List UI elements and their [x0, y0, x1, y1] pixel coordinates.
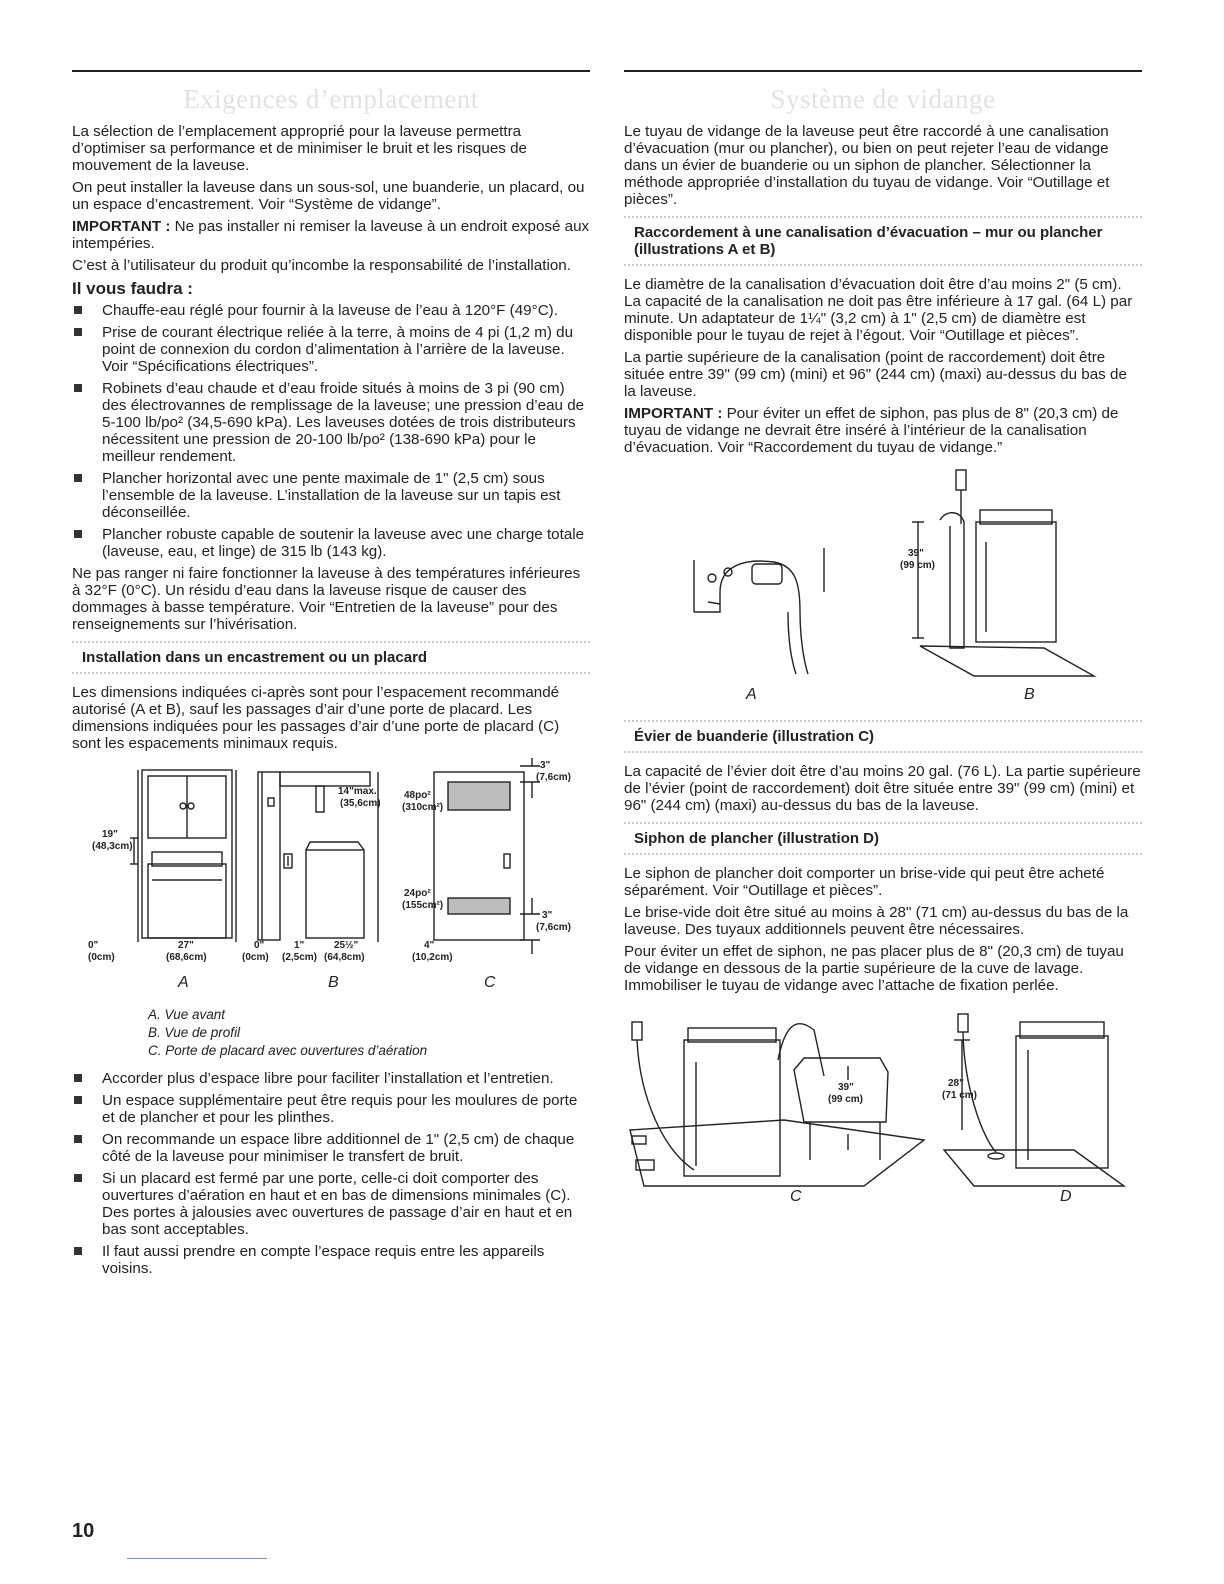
- dim-4: 4": [424, 940, 435, 951]
- dim-0-left: 0": [88, 940, 99, 951]
- closet-paragraph: Les dimensions indiquées ci-après sont pour l’espacement recommandé autorisé (A et B), sauf les passages d’air d’une porte de placard. Les dimensions indiquées pour les passages d’air d’une porte de placard (C) sont les espacements minimaux requis.: [72, 684, 560, 752]
- page-number: 10: [72, 1520, 95, 1542]
- fig-letter-b: B: [1024, 686, 1035, 703]
- list-item: Si un placard est fermé par une porte, celle-ci doit comporter des ouvertures d’aération en haut et en bas de dimensions minimales (C). Des portes à jalousies avec ouvertures de passage d’air en haut et en bas sont acceptables.: [72, 1170, 590, 1238]
- important-paragraph: [72, 218, 590, 252]
- standpipe-heading: Raccordement à une canalisation d’évacuation – mur ou plancher (illustrations A et B): [624, 216, 1142, 266]
- drain-intro-paragraph: Le tuyau de vidange de la laveuse peut être raccordé à une canalisation d’évacuation (mur ou plancher), ou bien on peut rejeter l’eau de vidange dans un évier de buanderie ou un siphon de plancher. Sélectionner la méthode appropriée d’installation du tuyau de vidange. Voir “Outillage et pièces”.: [624, 123, 1110, 208]
- dim-drain-28-cm: (71 cm): [942, 1090, 978, 1101]
- dim-drain-28: 28": [948, 1078, 964, 1089]
- list-item: Plancher robuste capable de soutenir la laveuse avec une charge totale (laveuse, eau, et linge) de 315 lb (143 kg).: [72, 526, 590, 560]
- important-text: Ne pas installer ni remiser la laveuse à un endroit exposé aux intempéries.: [72, 218, 590, 252]
- list-item: Robinets d’eau chaude et d’eau froide situés à moins de 3 pi (90 cm) des électrovannes de remplissage de la laveuse; une pression d’eau de 5-100 lb/po² (34,5-690 kPa). Les laveuses dotées de trois distributeurs nécessitent une pression de 20-100 lb/po² (138-690 kPa) pour le meilleur rendement.: [72, 380, 590, 465]
- list-item: Il faut aussi prendre en compte l’espace requis entre les appareils voisins.: [72, 1243, 590, 1277]
- list-item: On recommande un espace libre additionnel de 1" (2,5 cm) de chaque côté de la laveuse pour minimiser le transfert de bruit.: [72, 1131, 590, 1165]
- temperature-paragraph: Ne pas ranger ni faire fonctionner la laveuse à des températures inférieures à 32°F (0°C). Un résidu d’eau dans la laveuse risque de causer des dommages à basse température. Voir “Entretien de la laveuse” pour des renseignements sur l’hivérisation.: [72, 565, 581, 633]
- responsibility-paragraph: C’est à l’utilisateur du produit qu’incombe la responsabilité de l’installation.: [72, 257, 571, 274]
- dim-3-top-cm: (7,6cm): [536, 772, 572, 783]
- dim-27-cm: (68,6cm): [166, 952, 207, 963]
- section-title-drain: Système de vidange: [770, 84, 996, 114]
- dim-14-cm: (35,6cm): [340, 798, 381, 809]
- dim-4-cm: (10,2cm): [412, 952, 453, 963]
- closet-drawing: [72, 758, 590, 968]
- drain-system-column: [624, 70, 1142, 1210]
- floor-drain-heading: Siphon de plancher (illustration D): [624, 822, 1142, 855]
- dim-25: 25½": [334, 940, 359, 951]
- front-view-drawing: [130, 770, 236, 942]
- fig-letter-c: C: [790, 1188, 802, 1205]
- closet-heading: Installation dans un encastrement ou un placard: [72, 641, 590, 674]
- dim-3-bottom-cm: (7,6cm): [536, 922, 572, 933]
- dim-3-bottom: 3": [542, 910, 553, 921]
- needs-list: [72, 302, 590, 560]
- footer-link-line: [127, 1558, 267, 1559]
- important-label: IMPORTANT :: [72, 218, 171, 235]
- list-item: Plancher horizontal avec une pente maximale de 1" (2,5 cm) sous l’ensemble de la laveuse. L’installation de la laveuse sur un tapis est déconseillée.: [72, 470, 590, 521]
- standpipe-drawing: [624, 462, 1142, 688]
- fig-letter-c: C: [484, 974, 496, 991]
- dim-0-mid-cm: (0cm): [242, 952, 269, 963]
- floor-standpipe-drawing: [912, 470, 1094, 676]
- fig-letter-b: B: [328, 974, 339, 991]
- list-item: Un espace supplémentaire peut être requis pour les moulures de porte et de plancher et pour les plinthes.: [72, 1092, 590, 1126]
- dim-24-cm: (155cm²): [402, 900, 444, 911]
- sink-heading: Évier de buanderie (illustration C): [624, 720, 1142, 753]
- sink-paragraph: La capacité de l’évier doit être d’au moins 20 gal. (76 L). La partie supérieure de l’évier (point de raccordement) doit être située entre 39" (99 cm) (mini) et 96" (244 cm) (maxi) au-dessus du bas de la laveuse.: [624, 763, 1141, 814]
- dim-0-mid: 0": [254, 940, 265, 951]
- standpipe-paragraph-1: Le diamètre de la canalisation d’évacuation doit être d’au moins 2" (5 cm). La capacité de la canalisation ne doit pas être inférieure à 17 gal. (64 L) par minute. Un adaptateur de 1¼" (3,2 cm) à 1" (2,5 cm) de diamètre est disponible pour le tuyau de rejet à l’égout. Voir “Outillage et pièces”.: [624, 276, 1133, 344]
- install-locations-paragraph: On peut installer la laveuse dans un sous-sol, une buanderie, un placard, ou un espace d’encastrement. Voir “Système de vidange”.: [72, 179, 585, 213]
- dim-1: 1": [294, 940, 305, 951]
- section-title-location: Exigences d’emplacement: [183, 84, 479, 114]
- standpipe-paragraph-2: La partie supérieure de la canalisation (point de raccordement) doit être située entre 39" (99 cm) (mini) et 96" (244 cm) (maxi) au-dessus du bas de la laveuse.: [624, 349, 1127, 400]
- dim-14: 14"max.: [338, 786, 377, 797]
- floor-drain-paragraph-3: Pour éviter un effet de siphon, ne pas placer plus de 8" (20,3 cm) de tuyau de vidange en dessous de la partie supérieure de la cuve de lavage. Immobiliser le tuyau de vidange avec l’attache de fixation perlée.: [624, 943, 1124, 994]
- dim-19-cm: (48,3cm): [92, 841, 133, 852]
- fig-letter-d: D: [1060, 1188, 1072, 1205]
- top-rule: [624, 70, 1142, 72]
- sink-drain-drawing: [624, 1010, 1142, 1190]
- closet-figure: [72, 758, 590, 998]
- fig-letter-a: A: [178, 974, 189, 991]
- dim-39-cm: (99 cm): [900, 560, 936, 571]
- important-label: IMPORTANT :: [624, 405, 723, 422]
- sink-drain-figure: [624, 1010, 1142, 1210]
- dim-19: 19": [102, 829, 118, 840]
- dim-24: 24po²: [404, 888, 431, 899]
- dim-sink-39: 39": [838, 1082, 854, 1093]
- dim-39: 39": [908, 548, 924, 559]
- floor-drain-paragraph-2: Le brise-vide doit être situé au moins à 28" (71 cm) au-dessus du bas de la laveuse. Des tuyaux additionnels peuvent être nécessaires.: [624, 904, 1129, 938]
- dim-sink-39-cm: (99 cm): [828, 1094, 864, 1105]
- caption-a: A. Vue avant: [148, 1007, 226, 1022]
- intro-paragraph: La sélection de l’emplacement approprié pour la laveuse permettra d’optimiser sa performance et de minimiser le bruit et les risques de mouvement de la laveuse.: [72, 123, 527, 174]
- closet-door-drawing: [434, 758, 540, 954]
- needs-heading: Il vous faudra :: [72, 279, 193, 298]
- dim-48: 48po²: [404, 790, 431, 801]
- clearance-list: [72, 1070, 590, 1277]
- dim-25-cm: (64,8cm): [324, 952, 365, 963]
- important-text: Pour éviter un effet de siphon, pas plus de 8" (20,3 cm) de tuyau de vidange ne devrait être inséré à l’intérieur de la canalisation d’évacuation. Voir “Raccordement du tuyau de vidange.”: [624, 405, 1119, 456]
- fig-letter-a: A: [746, 686, 757, 703]
- dim-27: 27": [178, 940, 194, 951]
- floor-drain-paragraph-1: Le siphon de plancher doit comporter un brise-vide qui peut être acheté séparément. Voir “Outillage et pièces”.: [624, 865, 1105, 899]
- list-item: Prise de courant électrique reliée à la terre, à moins de 4 pi (1,2 m) du point de connexion du cordon d’alimentation à l’arrière de la laveuse. Voir “Spécifications électriques”.: [72, 324, 590, 375]
- dim-0-left-cm: (0cm): [88, 952, 115, 963]
- dim-3-top: 3": [540, 760, 551, 771]
- dim-48-cm: (310cm²): [402, 802, 444, 813]
- standpipe-important-paragraph: [624, 405, 1142, 456]
- laundry-sink-drawing: [630, 1022, 924, 1186]
- figure-captions: [148, 1006, 590, 1060]
- location-requirements-column: [72, 70, 590, 1282]
- caption-b: B. Vue de profil: [148, 1025, 241, 1040]
- caption-c: C. Porte de placard avec ouvertures d’aération: [148, 1043, 428, 1058]
- wall-standpipe-drawing: [694, 548, 824, 674]
- list-item: Chauffe-eau réglé pour fournir à la laveuse de l’eau à 120°F (49°C).: [72, 302, 590, 319]
- dim-1-cm: (2,5cm): [282, 952, 318, 963]
- top-rule: [72, 70, 590, 72]
- standpipe-figure: [624, 462, 1142, 712]
- list-item: Accorder plus d’espace libre pour faciliter l’installation et l’entretien.: [72, 1070, 590, 1087]
